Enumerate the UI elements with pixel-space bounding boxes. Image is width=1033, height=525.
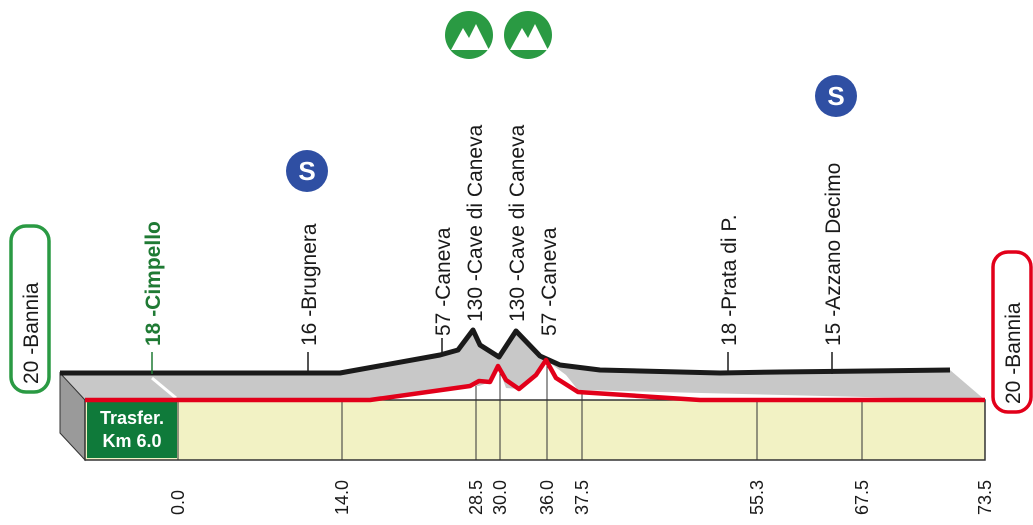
km-label: 30.0 — [490, 479, 510, 515]
waypoint-label-cave-di-caneva-1: 130 -Cave di Caneva — [464, 124, 487, 322]
km-label: 36.0 — [537, 479, 557, 515]
waypoint-label-prata: 18 -Prata di P. — [718, 214, 741, 346]
km-label: 55.3 — [747, 479, 767, 515]
waypoint-label-caneva-1: 57 -Caneva — [432, 227, 455, 336]
km-label: 14.0 — [332, 479, 352, 515]
finish-label: 20 -Bannia — [1002, 302, 1025, 404]
start-label: 20 -Bannia — [20, 282, 43, 384]
waypoint-label-brugnera: 16 -Brugnera — [298, 223, 321, 346]
sprint-icon — [815, 75, 857, 117]
svg-text:S: S — [827, 81, 845, 111]
km-label: 28.5 — [466, 479, 486, 515]
kom-mountain-icon — [445, 11, 493, 59]
waypoint-labels — [142, 124, 845, 346]
km-label: 0.0 — [168, 489, 188, 515]
waypoint-label-caneva-2: 57 -Caneva — [538, 227, 561, 336]
km-label: 67.5 — [852, 479, 872, 515]
profile-front-wall — [85, 400, 985, 460]
transfer-line1: Trasfer. — [99, 408, 165, 428]
waypoint-label-cimpello: 18 -Cimpello — [142, 221, 165, 346]
waypoint-label-azzano-decimo: 15 -Azzano Decimo — [822, 162, 845, 346]
sprint-icon — [286, 150, 328, 192]
transfer-line2: Km 6.0 — [102, 431, 162, 451]
km-label: 73.5 — [975, 479, 995, 515]
km-axis-labels — [168, 480, 995, 515]
km-label: 37.5 — [572, 479, 592, 515]
waypoint-label-cave-di-caneva-2: 130 -Cave di Caneva — [506, 124, 529, 322]
svg-text:S: S — [298, 156, 316, 186]
kom-mountain-icon — [504, 11, 552, 59]
